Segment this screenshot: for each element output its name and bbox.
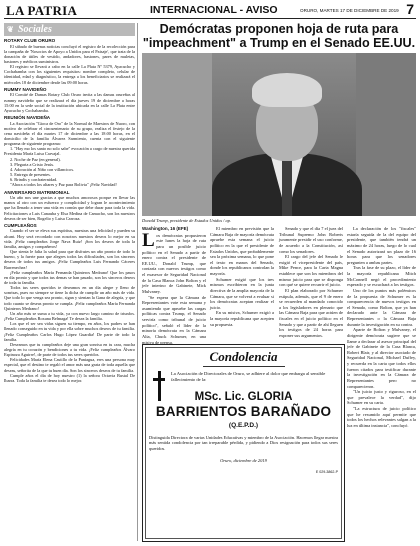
- sociales-paragraph: La Asociación "Gioca de Oro" de la Normal de Maestros de Nuoro, con motivo de celebrar el cincuentenario de su grupo, realiza el festejo de la cena navideña el día martes 17 de diciembre a las 18:00 horas, en el domicilio de la familia Álvarez Sarmiento, cuenta con el siguiente programa de siguiente programa:: [4, 120, 135, 147]
- sociales-column: [4, 23, 135, 543]
- section-title: INTERNACIONAL - AVISO: [150, 4, 278, 16]
- photo-caption: Donald Trump, presidente de Estados Unidos / ap.: [142, 218, 231, 223]
- sociales-heading: ANIVERSARIO MATRIMONIAL: [4, 189, 70, 195]
- sociales-paragraph: Cumple años el día de hoy nuestro (1) la señora Octavia Bustal De Ibarra. Toda la familia te desea todo lo mejor.: [4, 372, 135, 383]
- sociales-paragraph: Los que el ser sea vidas siguen su tiempo, en años, los padres se han llenado conseguido en tu vida y por ella sobre muchos deseos de tu familia. ¡Feliz Cumpleaños Carlos Hugo López Guardia! De parte de todo la familia.: [4, 321, 135, 342]
- article-column-1: [142, 226, 206, 345]
- article-paragraph: "La estructura de juicio político que he resumido aquí permite que todos los hechos relevantes salgan a la luz en última instancia", concluyó.: [347, 406, 416, 428]
- sociales-paragraph: 3. Plegaria a Cristo Jesús.: [10, 161, 55, 167]
- article-paragraph: Uno de los puntos más polémicos de la propuesta de Schumer es la comparecencia de nuevos testigos en el Senado, como Bolton, que ya han declarado ante la Cámara de Representantes o la Cámara Baja durante la investigación en su contra.: [347, 287, 416, 327]
- drop-cap: L: [142, 229, 155, 251]
- article-paragraph: Los demócratas propusieron este lunes la hoja de ruta para un posible juicio político en el Senado a partir de enero contra el presidente de EE.UU., Donald Trump, que contaría con nuevos testigos como el exasesor de Seguridad Nacional de la Casa Blanca John Bolton y el jefe interino de Gabinete, Mick Mulvaney.: [142, 229, 206, 294]
- article-paragraph: Tras la fase de su plazo, el líder de la mayoría republicana Mitch McConnell negó el procedimiento esperado y se escuchará a los testigos.: [347, 265, 416, 288]
- sociales-paragraph: Todos tus seres queridos te deseamos en un día alegre y lleno de sonrisas, pues no siempre se tiene la dicha de cumplir un año más de vida. Que todo lo que venga sea pronto, sigan y sientan la Gana de alegría, y que todo cuanto se deseas pronto se cumpla. ¡Feliz cumpleaños María Fernanda Quinteros Medrano!: [4, 285, 135, 311]
- page-header: [4, 2, 416, 19]
- article-column-1-text: [142, 229, 206, 346]
- column-divider: [137, 23, 138, 541]
- sociales-paragraph: Deseamos que tu cumpleaños deje una gran sonrisa en tu cara, mucha alegría en tu corazón y bendiciones a tu vida. ¡Feliz cumpleaños Álvaro Espinoza Aguirre!, de parte de todos tus seres queridos.: [4, 341, 135, 358]
- sociales-paragraph: 6. Brindis y confraternidad.: [10, 177, 58, 183]
- header-dateline: ORURO, MARTES 17 DE DICIEMBRE DE 2019: [300, 8, 399, 13]
- sociales-paragraph: 1. "Hay mo los santo no solo sabe" evocación a cargo de nuestra querida Presidenta María Luisa Carvajal.: [4, 146, 135, 157]
- sociales-paragraph: El Comité de Damas Rotary Club Oruro invita a las damas orureñas al rummy navideño que se realizará el día jueves 19 de diciembre a horas 15:00 en la sede social de la institución ubicada en la calle La Plata entre Ayacucho y Cochabamba.: [4, 92, 135, 113]
- article-column-3: [279, 226, 343, 339]
- article-paragraph: El cargo del jefe del Senado le exigió el vicepresidente del país, Mike Pence, para la Carta Magna establece que son los miembros del mismo juicio para que se disponga con qué se quiere recurrir el juicio.: [279, 254, 343, 288]
- article-paragraph: El miembro en previsión que la Cámara Baja de mayoría demócrata apruebe esta semana el juicio político en la que el presidente de Estados Unidos, que probablemente sea la próxima semana, lo que pone el texto en manos del Senado, donde los republicanos controlan la mayoría.: [210, 226, 274, 276]
- article-paragraph: El plan elaborado por Schumer estipula, además, que el 9 de enero se recuerden al mandado conocido a los legisladores en plenario que las Cámara Baja para que actúen de fiscales en el juicio político en el Senado y que a partir de ahí lleguen los testigos de 24 horas para exponer sus argumentos.: [279, 287, 343, 338]
- sociales-paragraph: 5. Entrega de presentes.: [10, 172, 51, 178]
- sociales-heading: RUMMY NAVIDEÑO: [4, 87, 47, 93]
- condolence-rule: [203, 366, 285, 367]
- page-number: 7: [406, 1, 414, 17]
- condolence-association: La Asociación de Directorales de Oruro, se adhiere al dolor que embarga al sensible fallecimiento de la:: [171, 371, 326, 382]
- condolence-code: E 029-3862-P: [315, 470, 338, 474]
- sociales-banner: [4, 23, 135, 36]
- sociales-heading: REUNIÓN NAVIDEÑA: [4, 115, 51, 121]
- sociales-paragraph: El registro se llevará a cabo en la calle La Plata Nº 5379, Ayacucho y Cochabamba con los siguientes requisitos: nombre completo, celular de identidad, edad y diagnóstico, la entrega a los beneficiarios se realizará el miércoles 18 de diciembre desde las 09:00 horas.: [4, 64, 135, 85]
- condolence-title: Condolencia: [209, 349, 278, 364]
- qepd-label: (Q.E.P.D.): [228, 422, 259, 429]
- deceased-surname: BARRIENTOS BARAÑADO: [155, 404, 332, 419]
- sociales-paragraph: "Ahora a todos los altares y Paz para Bolivia" ¡Feliz Navidad!: [10, 182, 117, 188]
- article-paragraph: Schumer exigió que los tres mismos escribieron en la junta directiva de la amplia mayoría de la Cámara, que se volverá a evaluar si los demócratas aceptan realizar el juicio.: [210, 276, 274, 310]
- article-paragraph: "Se espera que la Cámara de Representantes vote esta semana y asumiendo que apruebe las cargas políticas contra Trump, el Senado serviría como tribunal de juicio político", señaló el líder de la minoría demócrata en la Cámara Alta, Chuck Schumer, en una misiva de prensa.: [142, 294, 206, 345]
- article-headline: Demócratas proponen hoja de ruta para "impeachment" a Trump en el Senado EE.UU.: [142, 22, 416, 50]
- sociales-paragraph: El sábado de buenas noticias concluyó el registro de la recolección para la campaña de 'Nosocios de Apoyo a Unidos para el Paisaje', que trata de la donación de útiles de vestido, andadores, bastones, pares de muletas, bastones y médicos suministros.: [4, 43, 135, 65]
- article-paragraph: En su misiva, Schumer exigió a la mayoría republicana que acepten su propuesta.: [210, 310, 274, 327]
- article-dateline: Washington, 16 (EFE): [142, 226, 189, 231]
- condolence-body: Distinguida Directora de varias Unidades Educativas y miembro de la Asociación. Hacemos llegar nuestra más sentida condolencia por tan irreparable pérdida, y pidiendo a Dios resignación para todos sus seres queridos.: [149, 435, 338, 451]
- condolence-notice: [142, 344, 345, 542]
- newspaper-logo: LA PATRIA: [6, 3, 78, 18]
- sociales-paragraph: Felicidades María Elena Castillo de la Paniagua, eres una persona muy especial, que el destino te regaló el amor más una grata de toda aquella que deseas, señorita de la que tu buen día. Son los sinceros deseos de tu familia.: [4, 357, 135, 373]
- article-paragraph: La declaración de los "fiscales" estaría seguida de la del equipo del presidente, que también tendrá un máximo de 24 horas, luego de lo cual el Senado autorizará un plazo de 16 horas para que los senadores pregunten a ambas partes.: [347, 226, 416, 265]
- sociales-heading: CUMPLEAÑOS: [4, 223, 37, 229]
- sociales-paragraph: 4. Adoración al Niño con villancicos.: [10, 166, 75, 172]
- article-paragraph: Aparte de Bolton y Mulvaney, el dirigente demócrata sugiere que se llame a declarar al asesor principal del jefe de Gabinete de la Casa Blanca, Robert Blair, y al director asociado de Seguridad Nacional, Michael Duffey, y recuerda en la carta que todos ellos fueron citados para testificar durante la investigación en la Cámara de Representantes pero no comparecieron.: [347, 327, 416, 389]
- sociales-paragraph: Un año nos une gracias a que muchos amorosos porque en llevar las manos al otro con un esfuerzo y complicidad y logran le acontecimiento que ha llenado a tener una vida en común que debe durar para toda la vida. Felicitaciones a Luis Canauba y Elsa Medina de Camacho, son los nuestros deseos de ser bien, Rogelio y Luisa Carroza.: [4, 195, 135, 221]
- sociales-paragraph: 2. Noche de Paz (en general).: [10, 156, 61, 162]
- flourish-icon: ❦: [7, 25, 14, 34]
- sociales-paragraph: Cuando el ser se eleva sus espíritus, nuestras una felicidad y pueden su alcant. Hoy será recordado con nosotros nuestros deseos lo mejor en su vida. ¡Feliz cumpleaños Jorge Nava Ruiz! ¡Son los deseos de toda la familia, amigos y compañeros!: [4, 228, 135, 249]
- deceased-honorific: MSc. Lic. GLORIA: [194, 391, 293, 403]
- sociales-paragraph: Que sienta le falta la salud para que disfrutes un año pronto de todo lo bueno, y la fuerte para que alegres todos las dificultades, son los sinceros deseos de todos tus amigos. ¡Feliz Cumpleaños Luis Fernando Cáceres Barrenechea!: [4, 249, 135, 270]
- sociales-body: [4, 38, 135, 383]
- trump-photo: [142, 53, 416, 216]
- sociales-title: Sociales: [18, 24, 52, 35]
- sociales-paragraph: ¡Feliz cumpleaños María Fernanda Quinteros Medrano! Que los pasos en día pronto y que todos tus demas se han pasado, son los sinceros deseos de toda tu familia.: [4, 269, 135, 285]
- article-paragraph: "Un juicio justo y riguroso, en el que prevalece la verdad", dijo Schumer en su carta.: [347, 389, 416, 406]
- condolence-date: Oruro, diciembre de 2019: [220, 458, 267, 463]
- article-column-4: [347, 226, 416, 429]
- sociales-paragraph: Un año más se suma a tu vida, ya con nuevo largo camino de triunfos. ¡Feliz Cumpleaños Roxana Belmaga! Te desea la familia.: [4, 310, 135, 322]
- sociales-heading: ROTARY CLUB ORURO: [4, 38, 56, 44]
- article-column-2: [210, 226, 274, 327]
- article-paragraph: Senado y que el día 7 el juez del Tribunal Supremo John Roberts juramente presidir el uso conforme, de acuerdo a la Constitución, así como los senadores.: [279, 226, 343, 254]
